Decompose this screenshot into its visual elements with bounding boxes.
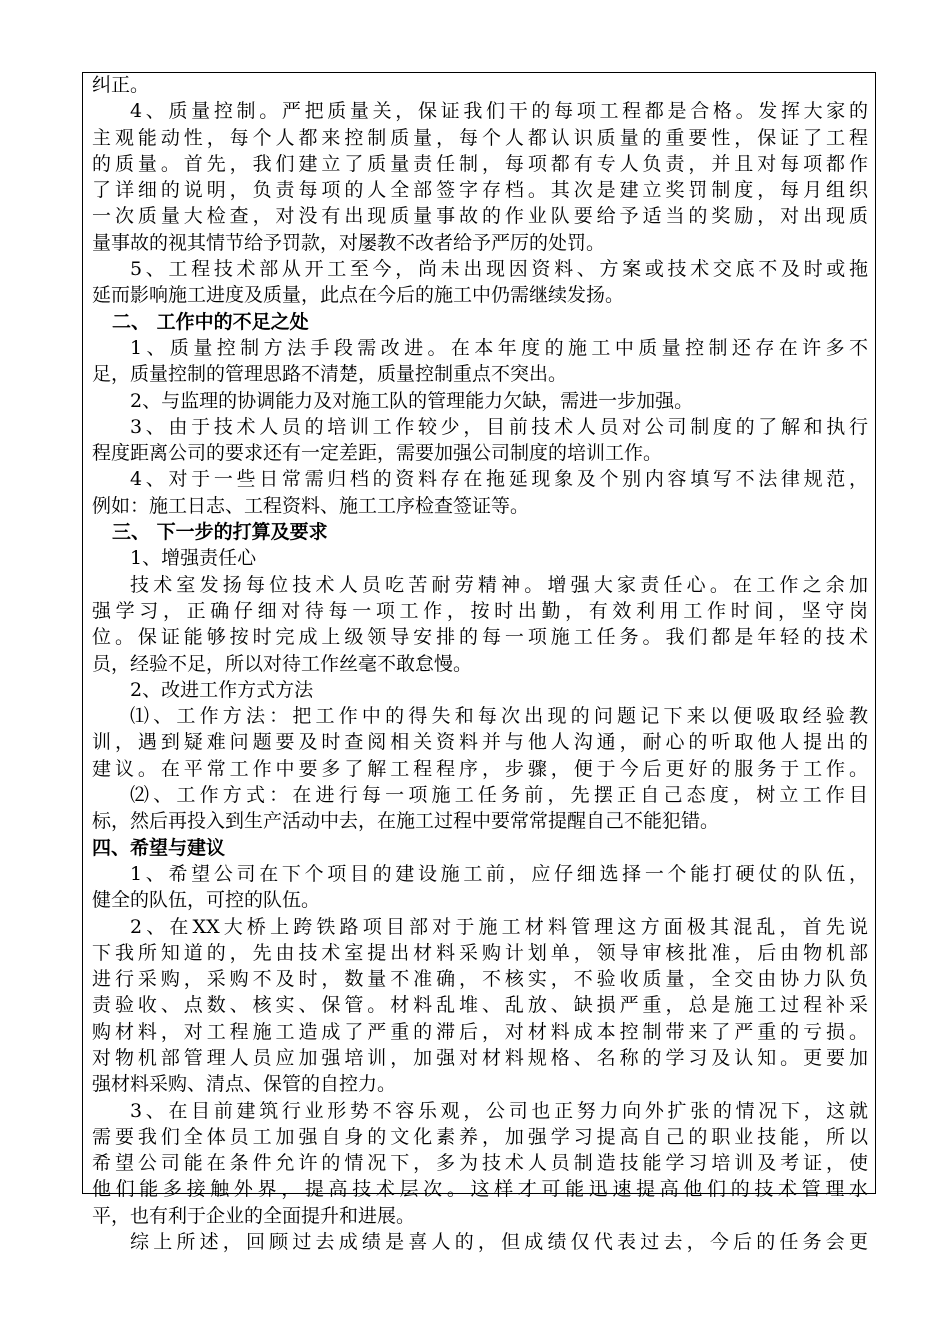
text-line: 标，然后再投入到生产活动中去，在施工过程中要常常提醒自己不能犯错。	[92, 810, 720, 833]
text-line: 1、增强责任心	[130, 547, 257, 570]
text-line: 3、在目前建筑行业形势不容乐观，公司也正努力向外扩张的情况下，这就	[130, 1099, 868, 1122]
text-line: ⑵、工作方式：在进行每一项施工任务前，先摆正自己态度，树立工作目	[130, 784, 868, 807]
text-line: 对物机部管理人员应加强培训，加强对材料规格、名称的学习及认知。更要加	[92, 1046, 868, 1069]
text-line: 4、对于一些日常需归档的资料存在拖延现象及个别内容填写不法律规范，	[130, 468, 868, 491]
text-line: 建议。在平常工作中要多了解工程程序，步骤，便于今后更好的服务于工作。	[92, 757, 868, 780]
text-line: 强材料采购、清点、保管的自控力。	[92, 1073, 397, 1096]
section-heading: 三、 下一步的打算及要求	[112, 521, 328, 544]
text-line: 3、由于技术人员的培训工作较少，目前技术人员对公司制度的了解和执行	[130, 415, 868, 438]
text-line: 训，遇到疑难问题要及时查阅相关资料并与他人沟通，耐心的听取他人提出的	[92, 731, 868, 754]
text-line: 足，质量控制的管理思路不清楚，质量控制重点不突出。	[92, 363, 568, 386]
section-heading: 四、希望与建议	[92, 836, 226, 859]
text-line: 平，也有利于企业的全面提升和进展。	[92, 1204, 416, 1227]
text-line: 了详细的说明，负责每项的人全部签字存档。其次是建立奖罚制度，每月组织	[92, 179, 868, 202]
text-line: 健全的队伍，可控的队伍。	[92, 889, 321, 912]
text-line: 2、与监理的协调能力及对施工队的管理能力欠缺，需进一步加强。	[130, 389, 694, 412]
text-line: 5、工程技术部从开工至今，尚未出现因资料、方案或技术交底不及时或拖	[130, 258, 868, 281]
text-line: 综上所述，回顾过去成绩是喜人的，但成绩仅代表过去，今后的任务会更	[130, 1231, 868, 1254]
text-line: ⑴、工作方法：把工作中的得失和每次出现的问题记下来以便吸取经验教	[130, 705, 868, 728]
text-line: 量事故的视其情节给予罚款，对屡教不改者给予严厉的处罚。	[92, 231, 606, 254]
text-line: 例如：施工日志、工程资料、施工工序检查签证等。	[92, 494, 530, 517]
text-line: 员，经验不足，所以对待工作丝毫不敢怠慢。	[92, 652, 473, 675]
text-line: 的质量。首先，我们建立了质量责任制，每项都有专人负责，并且对每项都作	[92, 152, 868, 175]
text-line: 下我所知道的，先由技术室提出材料采购计划单，领导审核批准，后由物机部	[92, 941, 868, 964]
text-line: 希望公司能在条件允许的情况下，多为技术人员制造技能学习培训及考证，使	[92, 1152, 868, 1175]
text-line: 纠正。	[92, 74, 150, 96]
text-line: 延而影响施工进度及质量，此点在今后的施工中仍需继续发扬。	[92, 284, 625, 307]
text-line: 4、质量控制。严把质量关，保证我们干的每项工程都是合格。发挥大家的	[130, 100, 868, 123]
text-line: 2、改进工作方式方法	[130, 678, 314, 701]
text-line: 购材料，对工程施工造成了严重的滞后，对材料成本控制带来了严重的亏损。	[92, 1020, 868, 1043]
text-line: 需要我们全体员工加强自身的文化素养，加强学习提高自己的职业技能，所以	[92, 1125, 868, 1148]
text-line: 主观能动性，每个人都来控制质量，每个人都认识质量的重要性，保证了工程	[92, 126, 868, 149]
text-line: 1、质量控制方法手段需改进。在本年度的施工中质量控制还存在许多不	[130, 336, 868, 359]
text-line: 责验收、点数、核实、保管。材料乱堆、乱放、缺损严重，总是施工过程补采	[92, 994, 868, 1017]
text-line: 强学习，正确仔细对待每一项工作，按时出勤，有效利用工作时间，坚守岗	[92, 599, 868, 622]
section-heading: 二、 工作中的不足之处	[112, 310, 309, 333]
text-line: 1、希望公司在下个项目的建设施工前，应仔细选择一个能打硬仗的队伍，	[130, 862, 868, 885]
text-line: 技术室发扬每位技术人员吃苦耐劳精神。增强大家责任心。在工作之余加	[130, 573, 868, 596]
text-line: 一次质量大检查，对没有出现质量事故的作业队要给予适当的奖励，对出现质	[92, 205, 868, 228]
text-line: 2、在XX大桥上跨铁路项目部对于施工材料管理这方面极其混乱，首先说	[130, 915, 868, 938]
text-line: 位。保证能够按时完成上级领导安排的每一项施工任务。我们都是年轻的技术	[92, 626, 868, 649]
text-line: 他们能多接触外界，提高技术层次。这样才可能迅速提高他们的技术管理水	[92, 1178, 868, 1201]
document-body	[92, 72, 868, 1255]
text-line: 程度距离公司的要求还有一定差距，需要加强公司制度的培训工作。	[92, 442, 663, 465]
text-line: 进行采购，采购不及时，数量不准确，不核实，不验收质量，全交由协力队负	[92, 968, 868, 991]
